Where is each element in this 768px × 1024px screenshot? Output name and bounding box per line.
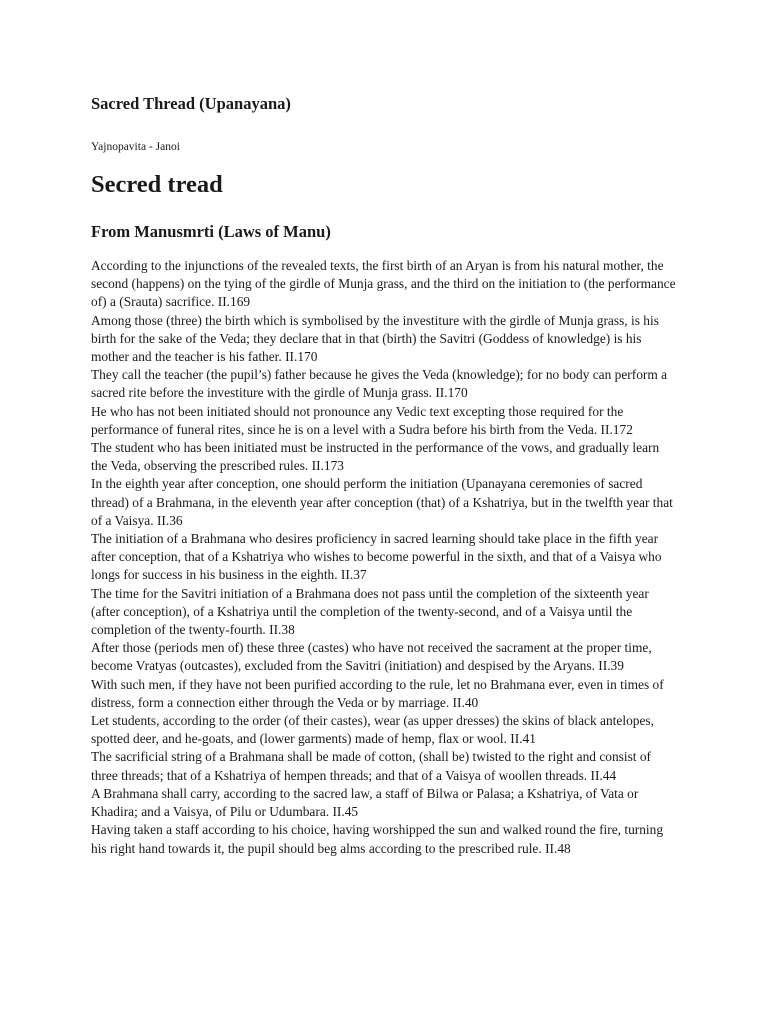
verse-paragraph: The student who has been initiated must be instructed in the performance of the vows, and gradually learn the Veda, observing the prescribed rules. II.173 xyxy=(91,440,660,474)
verse-paragraph: They call the teacher (the pupil’s) father because he gives the Veda (knowledge); for no body can perform a sacred rite before the investiture with the girdle of Munja grass. II.170 xyxy=(91,367,668,401)
verse-list xyxy=(91,257,677,858)
verse-paragraph: The sacrificial string of a Brahmana shall be made of cotton, (shall be) twisted to the right and consist of three threads; that of a Kshatriya of hempen threads; and that of a Vaisya of woollen threads. II.44 xyxy=(91,749,652,783)
document-title: Sacred Thread (Upanayana) xyxy=(91,94,291,113)
verse-paragraph: Having taken a staff according to his choice, having worshipped the sun and walked round the fire, turning his right hand towards it, the pupil should beg alms according to the prescribed rule. II.48 xyxy=(91,822,664,856)
main-heading: Secred tread xyxy=(91,171,223,198)
verse-paragraph: A Brahmana shall carry, according to the sacred law, a staff of Bilwa or Palasa; a Kshatriya, of Vata or Khadira; and a Vaisya, of Pilu or Udumbara. II.45 xyxy=(91,785,639,820)
document-subtitle: Yajnopavita - Janoi xyxy=(91,141,180,153)
verse-paragraph: Let students, according to the order (of their castes), wear (as upper dresses) the skins of black antelopes, spotted deer, and he-goats, and (lower garments) made of hemp, flax or wool. II.41 xyxy=(91,713,654,747)
verse-paragraph: The initiation of a Brahmana who desires proficiency in sacred learning should take place in the fifth year after conception, that of a Kshatriya who wishes to become powerful in the sixth, and that of a Vaisya who longs for success in his business in the eighth. II.37 xyxy=(91,531,662,583)
verse-paragraph: He who has not been initiated should not pronounce any Vedic text excepting those required for the performance of funeral rites, since he is on a level with a Sudra before his birth from the Veda. II.172 xyxy=(91,403,633,437)
verse-paragraph: With such men, if they have not been purified according to the rule, let no Brahmana ever, even in times of distress, form a connection either through the Veda or by marriage. II.40 xyxy=(91,676,664,710)
section-heading: From Manusmrti (Laws of Manu) xyxy=(91,222,331,241)
verse-paragraph: After those (periods men of) these three (castes) who have not received the sacrament at the proper time, become Vratyas (outcastes), excluded from the Savitri (initiation) and despised by the Aryans. II.39 xyxy=(91,640,652,674)
verse-paragraph: Among those (three) the birth which is symbolised by the investiture with the girdle of Munja grass, is his birth for the sake of the Veda; they declare that in that (birth) the Savitri (Goddess of knowledge) is his mother and the teacher is his father. II.170 xyxy=(91,312,659,365)
verse-paragraph: In the eighth year after conception, one should perform the initiation (Upanayana ceremonies of sacred thread) of a Brahmana, in the eleventh year after conception (that) of a Kshatriya, but in the twelfth year that of a Vaisya. II.36 xyxy=(91,476,673,528)
verse-paragraph: According to the injunctions of the revealed texts, the first birth of an Aryan is from his natural mother, the second (happens) on the tying of the girdle of Munja grass, and the third on the initiation to (the performance of) a (Srauta) sacrifice. II.169 xyxy=(91,258,676,310)
verse-paragraph: The time for the Savitri initiation of a Brahmana does not pass until the completion of the sixteenth year (after conception), of a Kshatriya until the completion of the twenty-second, and of a Vaisya until the completion of the twenty-fourth. II.38 xyxy=(91,585,649,638)
